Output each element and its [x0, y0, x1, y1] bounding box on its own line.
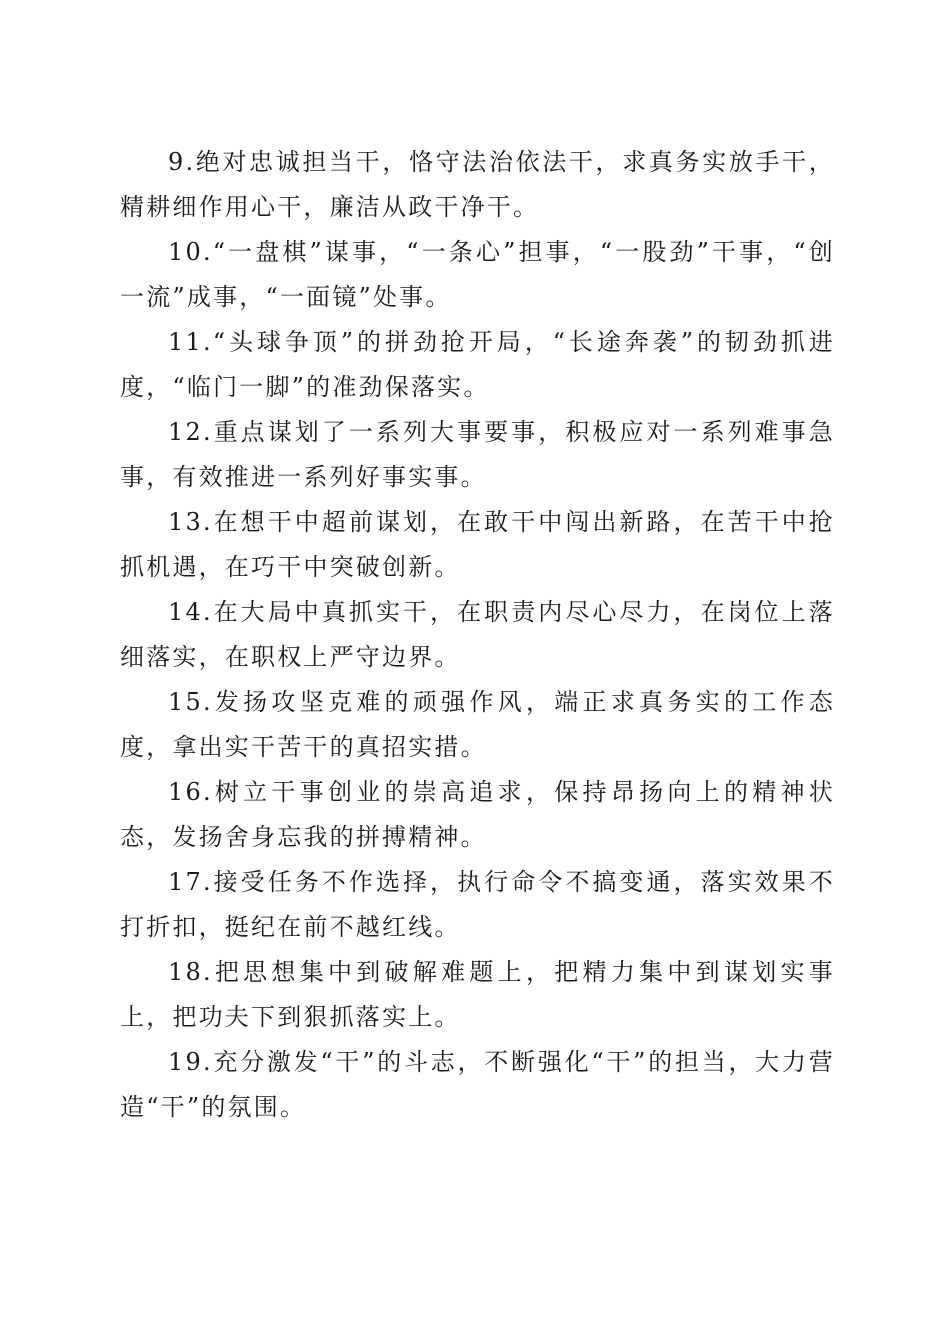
- paragraph-12: 12.重点谋划了一系列大事要事，积极应对一系列难事急事，有效推进一系列好事实事。: [120, 418, 835, 491]
- paragraph-17: 17.接受任务不作选择，执行命令不搞变通，落实效果不打折扣，挺纪在前不越红线。: [120, 868, 835, 941]
- paragraph-9: 9.绝对忠诚担当干，恪守法治依法干，求真务实放手干，精耕细作用心干，廉洁从政干净干。: [120, 148, 835, 221]
- paragraph-19: 19.充分激发“干”的斗志，不断强化“干”的担当，大力营造“干”的氛围。: [120, 1048, 835, 1121]
- paragraph-11: 11.“头球争顶”的拼劲抢开局，“长途奔袭”的韧劲抓进度，“临门一脚”的准劲保落实。: [120, 328, 835, 401]
- paragraph-13: 13.在想干中超前谋划，在敢干中闯出新路，在苦干中抢抓机遇，在巧干中突破创新。: [120, 508, 835, 581]
- paragraph-16: 16.树立干事创业的崇高追求，保持昂扬向上的精神状态，发扬舍身忘我的拼搏精神。: [120, 778, 835, 851]
- paragraph-10: 10.“一盘棋”谋事，“一条心”担事，“一股劲”干事，“创一流”成事，“一面镜”处事。: [120, 238, 835, 311]
- paragraph-14: 14.在大局中真抓实干，在职责内尽心尽力，在岗位上落细落实，在职权上严守边界。: [120, 598, 835, 671]
- paragraph-15: 15.发扬攻坚克难的顽强作风，端正求真务实的工作态度，拿出实干苦干的真招实措。: [120, 688, 835, 761]
- document-body: [120, 140, 835, 1130]
- paragraph-18: 18.把思想集中到破解难题上，把精力集中到谋划实事上，把功夫下到狠抓落实上。: [120, 958, 835, 1031]
